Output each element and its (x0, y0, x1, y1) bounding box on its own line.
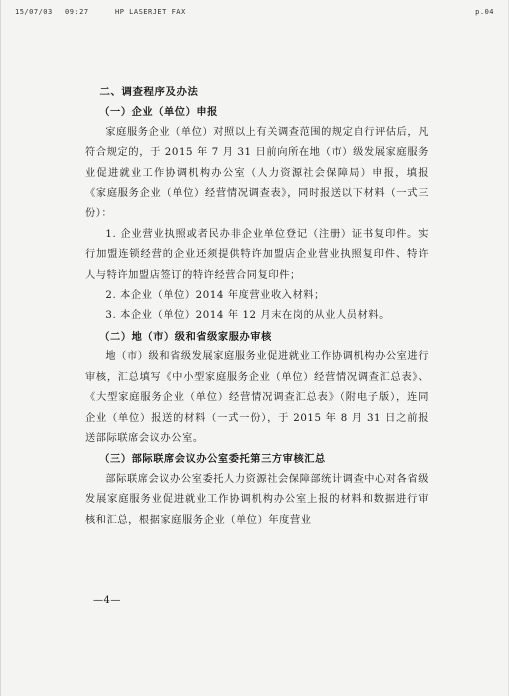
subsection-title-3: （三）部际联席会议办公室委托第三方审核汇总 (99, 453, 326, 466)
paragraph: 家庭服务企业（单位）对照以上有关调查范围的规定自行评估后，凡符合规定的，于 2015 年 7 月 31 日前向所在地（市）级发展家庭服务业促进就业工作协调机构办公室（人力资源社会保障局）申报，填报《家庭服务企业（单位）经营情况调查表》，同时报送以下材料（一式三份）： (85, 126, 430, 220)
fax-date: 15/07/03 (15, 8, 53, 16)
list-item-2: 2. 本企业（单位）2014 年度营业收入材料； (105, 290, 325, 302)
fax-time: 09:27 (65, 8, 89, 16)
list-item-3: 3. 本企业（单位）2014 年 12 月末在岗的从业人员材料。 (105, 310, 390, 322)
list-item-1: 1. 企业营业执照或者民办非企业单位登记（注册）证书复印件。实行加盟连锁经营的企业还须提供特许加盟店企业营业执照复印件、特许人与特许加盟店签订的特许经营合同复印件； (85, 228, 429, 281)
subsection-title-1: （一）企业（单位）申报 (99, 106, 218, 119)
subsection-title-2: （二）地（市）级和省级家服办审核 (99, 330, 272, 343)
fax-page-number: p.04 (475, 8, 494, 16)
fax-machine-name: HP LASERJET FAX (115, 8, 186, 16)
page-number: —4— (93, 595, 121, 606)
paragraph: 地（市）级和省级发展家庭服务业促进就业工作协调机构办公室进行审核，汇总填写《中小型家庭服务企业（单位）经营情况调查汇总表》、《大型家庭服务企业（单位）经营情况调查汇总表》（附电子版），连同企业（单位）报送的材料（一式一份），于 2015 年 8 月 31 日之前报送部际联席会议办公室。 (85, 351, 430, 444)
section-title: 二、调查程序及办法 (99, 86, 199, 98)
paragraph: 部际联席会议办公室委托人力资源社会保障部统计调查中心对各省级发展家庭服务业促进就业工作协调机构办公室上报的材料和数据进行审核和汇总，根据家庭服务企业（单位）年度营业 (85, 473, 430, 526)
document-body (85, 82, 429, 531)
